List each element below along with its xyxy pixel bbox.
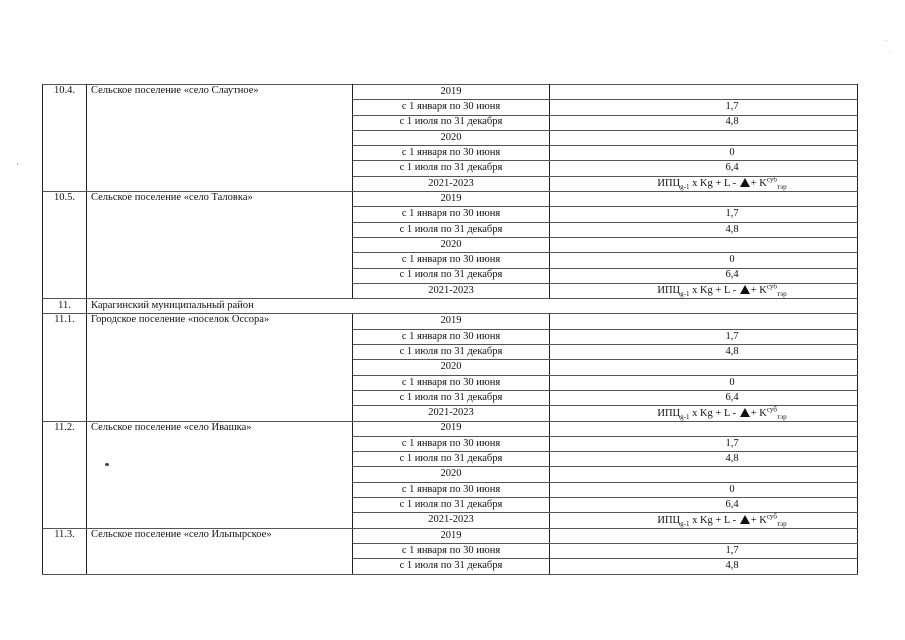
period-cell: 2020	[353, 467, 550, 482]
formula-subscript-ter: тэр	[776, 519, 787, 528]
formula-plus-k: + K	[750, 285, 767, 297]
formula-superscript: суб	[766, 283, 777, 291]
period-cell: с 1 января по 30 июня	[353, 100, 550, 115]
scan-speck	[890, 52, 891, 53]
row-number: 10.5.	[43, 192, 87, 299]
row-number: 11.	[43, 299, 87, 314]
value-cell	[550, 421, 858, 436]
value-cell	[550, 513, 858, 528]
period-cell: с 1 января по 30 июня	[353, 436, 550, 451]
row-number: 10.4.	[43, 85, 87, 192]
period-cell: с 1 июля по 31 декабря	[353, 559, 550, 574]
value-cell: 4,8	[550, 452, 858, 467]
formula-plus-k: + K	[750, 407, 767, 419]
formula-superscript: суб	[766, 405, 777, 414]
value-cell	[550, 528, 858, 543]
value-cell	[550, 176, 858, 191]
delta-triangle-icon	[740, 178, 750, 187]
formula-plus-k: + K	[750, 514, 767, 526]
value-cell: 0	[550, 375, 858, 390]
period-cell: 2020	[353, 130, 550, 145]
table-row	[43, 85, 858, 100]
table-row	[43, 192, 858, 207]
value-cell	[550, 314, 858, 329]
row-number: 11.3.	[43, 528, 87, 574]
formula-subscript: g-1	[680, 290, 690, 299]
value-cell	[550, 467, 858, 482]
settlement-name: Городское поселение «поселок Оссора»	[87, 314, 353, 421]
tariff-table-body	[43, 85, 858, 575]
period-cell: 2020	[353, 360, 550, 375]
delta-triangle-icon	[740, 408, 750, 417]
tariff-table	[42, 84, 858, 575]
row-number: 11.2.	[43, 421, 87, 528]
period-cell: 2021-2023	[353, 406, 550, 421]
table-row	[43, 528, 858, 543]
value-cell	[550, 130, 858, 145]
value-cell: 1,7	[550, 100, 858, 115]
value-cell: 6,4	[550, 498, 858, 513]
period-cell: с 1 января по 30 июня	[353, 253, 550, 268]
period-cell: 2019	[353, 192, 550, 207]
value-cell: 6,4	[550, 268, 858, 283]
formula-subscript: g-1	[680, 519, 690, 528]
value-cell: 4,8	[550, 345, 858, 360]
formula-middle: x Kg + L -	[689, 285, 739, 297]
table-row	[43, 421, 858, 436]
period-cell: с 1 июля по 31 декабря	[353, 452, 550, 467]
period-cell: с 1 июля по 31 декабря	[353, 268, 550, 283]
formula-subscript-ter: тэр	[776, 412, 787, 421]
row-number: 11.1.	[43, 314, 87, 421]
formula-superscript: суб	[766, 176, 777, 184]
period-cell: 2021-2023	[353, 176, 550, 191]
period-cell: с 1 июля по 31 декабря	[353, 115, 550, 130]
value-cell: 4,8	[550, 222, 858, 237]
district-name: Карагинский муниципальный район	[87, 299, 858, 314]
value-cell: 1,7	[550, 543, 858, 558]
value-cell: 0	[550, 146, 858, 161]
period-cell: 2019	[353, 85, 550, 100]
value-cell	[550, 283, 858, 298]
formula-prefix: ИПЦ	[657, 178, 681, 190]
scan-speck	[105, 463, 109, 466]
formula-subscript-ter: тэр	[776, 183, 787, 192]
formula-prefix: ИПЦ	[657, 285, 681, 297]
delta-triangle-icon	[740, 515, 750, 524]
period-cell: 2021-2023	[353, 283, 550, 298]
value-cell	[550, 360, 858, 375]
period-cell: 2019	[353, 421, 550, 436]
settlement-name: Сельское поселение «село Слаутное»	[87, 85, 353, 192]
formula-middle: x Kg + L -	[689, 514, 739, 526]
delta-triangle-icon	[740, 285, 750, 294]
period-cell: с 1 июля по 31 декабря	[353, 161, 550, 176]
settlement-name: Сельское поселение «село Ивашка»	[87, 421, 353, 528]
period-cell: 2019	[353, 314, 550, 329]
period-cell: с 1 января по 30 июня	[353, 329, 550, 344]
table-row	[43, 314, 858, 329]
value-cell: 4,8	[550, 559, 858, 574]
formula-superscript: суб	[766, 512, 777, 521]
value-cell: 6,4	[550, 390, 858, 405]
formula-subscript-ter: тэр	[776, 290, 787, 299]
value-cell: 6,4	[550, 161, 858, 176]
value-cell: 1,7	[550, 329, 858, 344]
formula-subscript: g-1	[680, 183, 690, 192]
period-cell: с 1 января по 30 июня	[353, 375, 550, 390]
period-cell: с 1 января по 30 июня	[353, 146, 550, 161]
table-row	[43, 299, 858, 314]
period-cell: с 1 июля по 31 декабря	[353, 345, 550, 360]
value-cell: 1,7	[550, 436, 858, 451]
formula-prefix: ИПЦ	[657, 407, 681, 419]
period-cell: с 1 июля по 31 декабря	[353, 222, 550, 237]
settlement-name: Сельское поселение «село Таловка»	[87, 192, 353, 299]
value-cell: 1,7	[550, 207, 858, 222]
formula-middle: x Kg + L -	[689, 407, 739, 419]
period-cell: 2021-2023	[353, 513, 550, 528]
value-cell: 0	[550, 482, 858, 497]
formula-prefix: ИПЦ	[657, 514, 681, 526]
formula-subscript: g-1	[680, 412, 690, 421]
scan-speck	[17, 163, 18, 165]
formula-plus-k: + K	[750, 178, 767, 190]
scan-speck	[886, 40, 887, 41]
value-cell: 4,8	[550, 115, 858, 130]
settlement-name: Сельское поселение «село Ильпырское»	[87, 528, 353, 574]
value-cell	[550, 406, 858, 421]
period-cell: с 1 июля по 31 декабря	[353, 498, 550, 513]
value-cell: 0	[550, 253, 858, 268]
period-cell: с 1 января по 30 июня	[353, 543, 550, 558]
value-cell	[550, 237, 858, 252]
period-cell: с 1 января по 30 июня	[353, 207, 550, 222]
value-cell	[550, 85, 858, 100]
period-cell: с 1 января по 30 июня	[353, 482, 550, 497]
value-cell	[550, 192, 858, 207]
period-cell: 2020	[353, 237, 550, 252]
period-cell: 2019	[353, 528, 550, 543]
period-cell: с 1 июля по 31 декабря	[353, 390, 550, 405]
formula-middle: x Kg + L -	[689, 178, 739, 190]
